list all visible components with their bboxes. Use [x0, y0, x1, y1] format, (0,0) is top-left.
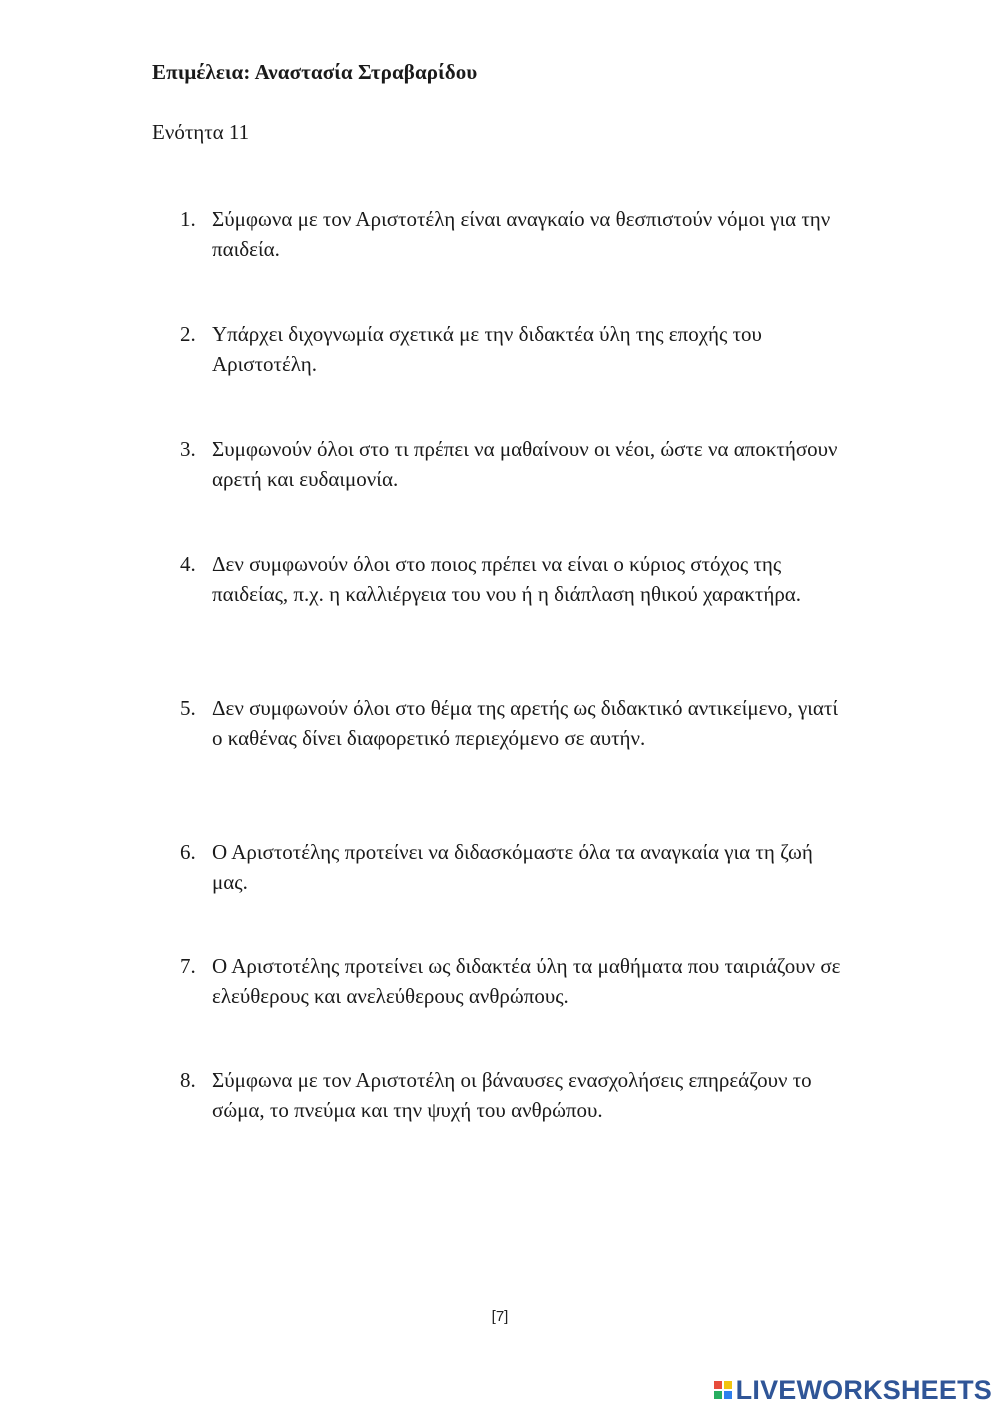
item-number: 5. [180, 696, 196, 720]
item-text: Υπάρχει διχογνωμία σχετικά με την διδακτέα ύλη της εποχής του Αριστοτέλη. [212, 322, 762, 376]
liveworksheets-logo-icon [714, 1381, 732, 1399]
list-item [180, 837, 860, 897]
item-text: Σύμφωνα με τον Αριστοτέλη οι βάναυσες ενασχολήσεις επηρεάζουν το σώμα, το πνεύμα και την ψυχή του ανθρώπου. [212, 1068, 812, 1122]
item-text: Συμφωνούν όλοι στο τι πρέπει να μαθαίνουν οι νέοι, ώστε να αποκτήσουν αρετή και ευδαιμονία. [212, 437, 838, 491]
item-number: 6. [180, 840, 196, 864]
list-item [180, 693, 860, 753]
item-number: 4. [180, 552, 196, 576]
item-text: Σύμφωνα με τον Αριστοτέλη είναι αναγκαίο να θεσπιστούν νόμοι για την παιδεία. [212, 207, 831, 261]
item-number: 1. [180, 207, 196, 231]
logo-square [714, 1391, 722, 1399]
list-item [180, 204, 860, 264]
watermark-text: LIVEWORKSHEETS [735, 1374, 992, 1405]
item-text: Δεν συμφωνούν όλοι στο θέμα της αρετής ως διδακτικό αντικείμενο, γιατί ο καθένας δίνει διαφορετικό περιεχόμενο σε αυτήν. [212, 696, 838, 750]
item-number: 2. [180, 322, 196, 346]
item-text: Ο Αριστοτέλης προτείνει να διδασκόμαστε όλα τα αναγκαία για τη ζωή μας. [212, 840, 813, 894]
list-item [180, 951, 860, 1011]
liveworksheets-watermark [714, 1373, 992, 1407]
item-number: 3. [180, 437, 196, 461]
author-credit: Επιμέλεια: Αναστασία Στραβαρίδου [152, 60, 478, 84]
logo-square [714, 1381, 722, 1389]
item-text: Ο Αριστοτέλης προτείνει ως διδακτέα ύλη τα μαθήματα που ταιριάζουν σε ελεύθερους και ανελεύθερους ανθρώπους. [212, 954, 841, 1008]
list-item [180, 319, 860, 379]
list-item [180, 549, 860, 609]
logo-square [724, 1381, 732, 1389]
page-number: [7] [491, 1308, 509, 1325]
logo-square [724, 1391, 732, 1399]
item-number: 8. [180, 1068, 196, 1092]
list-item [180, 1065, 860, 1125]
item-number: 7. [180, 954, 196, 978]
list-item [180, 434, 860, 494]
unit-heading: Ενότητα 11 [152, 120, 250, 144]
item-text: Δεν συμφωνούν όλοι στο ποιος πρέπει να είναι ο κύριος στόχος της παιδείας, π.χ. η καλλιέργεια του νου ή η διάπλαση ηθικού χαρακτήρα. [212, 552, 802, 606]
